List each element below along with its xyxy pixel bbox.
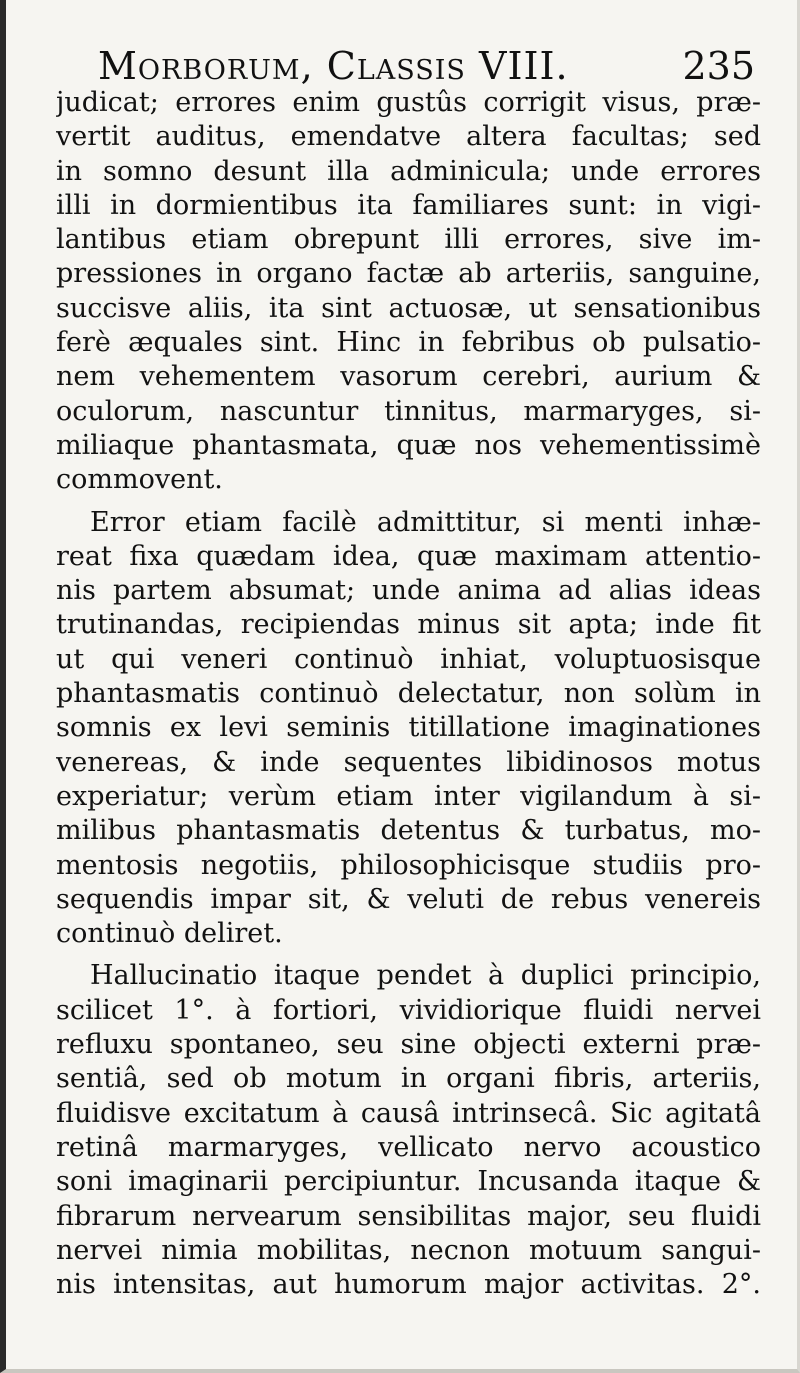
- text-line: illi in dormientibus ita familiares sunt: in vigi-: [56, 189, 761, 221]
- text-line: refluxu spontaneo, seu sine objecti externi præ-: [56, 1029, 761, 1061]
- running-title: Morborum, Classis VIII.: [98, 44, 569, 88]
- text-line: fluidisve excitatum à causâ intrinsecâ. Sic agitatâ: [56, 1097, 761, 1129]
- text-line: pressiones in organo factæ ab arteriis, sanguine,: [56, 258, 761, 290]
- text-line: lantibus etiam obrepunt illi errores, sive im-: [56, 224, 761, 256]
- text-line: nis intensitas, aut humorum major activitas. 2°.: [56, 1269, 761, 1301]
- paragraph-gap: [56, 498, 761, 506]
- body-text: [56, 86, 761, 1302]
- text-line: ut qui veneri continuò inhiat, voluptuosisque: [56, 643, 761, 675]
- text-line: experiatur; verùm etiam inter vigilandum à si-: [56, 780, 761, 812]
- paragraph-gap: [56, 951, 761, 959]
- text-line: vertit auditus, emendatve altera facultas; sed: [56, 121, 761, 153]
- text-line: continuò deliret.: [56, 918, 283, 950]
- text-line: milibus phantasmatis detentus & turbatus, mo-: [56, 815, 761, 847]
- text-line: sequendis impar sit, & veluti de rebus venereis: [56, 883, 761, 915]
- text-line: phantasmatis continuò delectatur, non solùm in: [56, 678, 761, 710]
- paragraph-3: [56, 959, 761, 1302]
- text-line: sentiâ, sed ob motum in organi fibris, arteriis,: [56, 1063, 761, 1095]
- text-line: oculorum, nascuntur tinnitus, marmaryges, si-: [56, 395, 761, 427]
- text-line: retinâ marmaryges, vellicato nervo acoustico: [56, 1131, 761, 1163]
- paragraph-2: [56, 506, 761, 952]
- text-line: ferè æquales sint. Hinc in febribus ob pulsatio-: [56, 327, 761, 359]
- text-line: judicat; errores enim gustûs corrigit visus, præ-: [56, 87, 761, 118]
- page-number: 235: [682, 44, 755, 88]
- text-line: trutinandas, recipiendas minus sit apta; inde fit: [56, 609, 761, 641]
- text-line: scilicet 1°. à fortiori, vividiorique fluidi nervei: [56, 994, 761, 1026]
- text-line: in somno desunt illa adminicula; unde errores: [56, 155, 761, 187]
- paragraph-1: [56, 86, 761, 498]
- text-line: Hallucinatio itaque pendet à duplici principio,: [90, 960, 761, 992]
- text-line: fibrarum nervearum sensibilitas major, seu fluidi: [56, 1200, 761, 1232]
- text-line: miliaque phantasmata, quæ nos vehementissimè: [56, 429, 761, 461]
- text-line: succisve aliis, ita sint actuosæ, ut sensationibus: [56, 292, 761, 324]
- text-line: nis partem absumat; unde anima ad alias ideas: [56, 575, 761, 607]
- text-line: reat fixa quædam idea, quæ maximam attentio-: [56, 540, 761, 572]
- text-line: venereas, & inde sequentes libidinosos motus: [56, 746, 761, 778]
- running-head: [54, 36, 757, 88]
- text-line: mentosis negotiis, philosophicisque studiis pro-: [56, 849, 761, 881]
- text-line: nervei nimia mobilitas, necnon motuum sangui-: [56, 1234, 761, 1266]
- text-line: soni imaginarii percipiuntur. Incusanda itaque &: [56, 1166, 761, 1198]
- text-line: somnis ex levi seminis titillatione imaginationes: [56, 712, 761, 744]
- text-line: nem vehementem vasorum cerebri, aurium &: [56, 361, 761, 393]
- text-line: Error etiam facilè admittitur, si menti inhæ-: [90, 506, 761, 538]
- text-line: commovent.: [56, 464, 223, 496]
